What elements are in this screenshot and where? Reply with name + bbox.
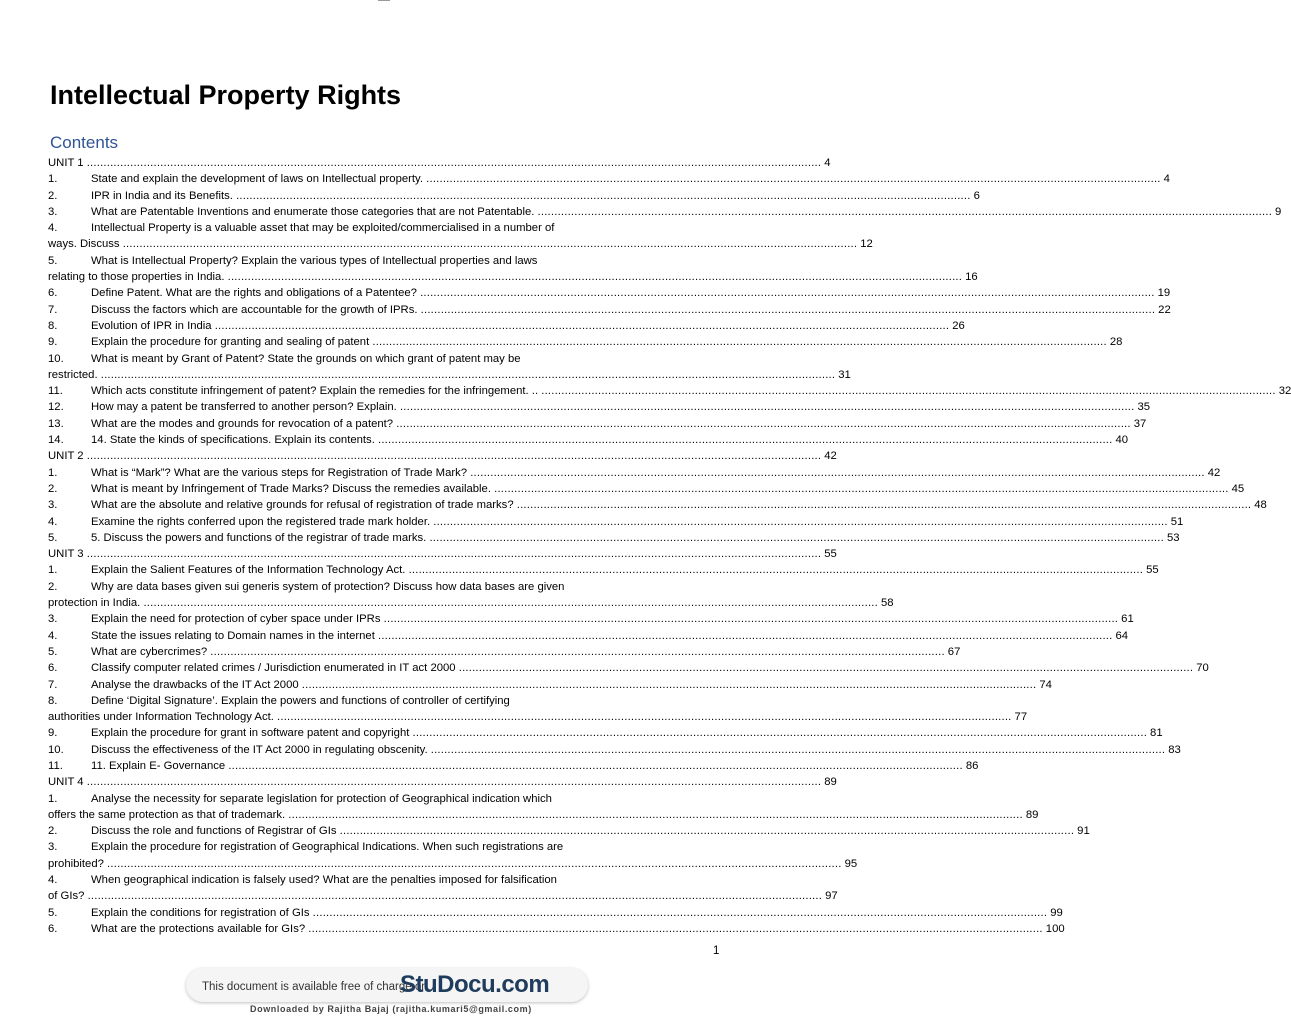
toc-text: relating to those properties in India. [48, 271, 228, 284]
toc-number: 11. [48, 759, 63, 772]
toc-text: When geographical indication is falsely used? What are the penalties imposed for falsification [91, 874, 557, 887]
toc-entry[interactable] [48, 562, 1159, 578]
toc-page-number: 53 [1166, 531, 1180, 544]
toc-page-number: 89 [824, 776, 837, 789]
leader-dots: ............................................................................................................................................................................................................................ [494, 482, 1229, 495]
toc-page-number: 28 [1109, 336, 1123, 349]
toc-number: 1. [48, 466, 58, 479]
toc-entry[interactable] [48, 514, 1184, 530]
toc-number: 1. [48, 564, 58, 577]
toc-text: UNIT 4 [48, 776, 87, 789]
toc-number: 13. [48, 417, 64, 430]
toc-text: 5. Discuss the powers and functions of the registrar of trade marks. [91, 531, 430, 544]
page-number: 1 [713, 945, 720, 957]
toc-text: UNIT 2 [48, 450, 87, 463]
toc-number: 8. [48, 319, 58, 332]
toc-number: 4. [48, 515, 58, 528]
toc-text: Explain the procedure for granting and sealing of patent [91, 336, 373, 349]
toc-text: Intellectual Property is a valuable asset that may be exploited/commercialised in a number of [91, 222, 555, 235]
toc-page-number: 55 [1146, 564, 1159, 577]
toc-number: 2. [48, 825, 58, 838]
toc-entry[interactable] [48, 872, 838, 905]
toc-text: What are the protections available for GIs? [91, 922, 309, 935]
toc-entry[interactable] [48, 497, 1267, 513]
toc-text: What is meant by Infringement of Trade Marks? Discuss the remedies available. [91, 482, 495, 495]
leader-dots: ............................................................................................................................................................................................................................ [312, 906, 1048, 919]
toc-page-number: 4 [824, 157, 831, 169]
toc-entry[interactable] [48, 579, 894, 612]
toc-text: 14. State the kinds of specifications. Explain its contents. [91, 434, 378, 447]
toc-number: 4. [48, 629, 58, 642]
toc-text: offers the same protection as that of trademark. [48, 808, 289, 821]
toc-page-number: 32 [1278, 385, 1291, 398]
leader-dots: ............................................................................................................................................................................................................................ [86, 450, 822, 463]
toc-number: 10. [48, 743, 64, 756]
toc-page-number: 4 [1163, 173, 1170, 186]
toc-page-number: 58 [880, 597, 894, 610]
toc-entry[interactable] [48, 302, 1171, 318]
toc-number: 3. [48, 499, 58, 512]
toc-text: Why are data bases given sui generis system of protection? Discuss how data bases are given [91, 580, 565, 593]
toc-page-number: 26 [952, 319, 965, 332]
banner-text: This document is available free of charge on [202, 981, 428, 993]
toc-text: What are the modes and grounds for revocation of a patent? [91, 417, 397, 430]
toc-page-number: 77 [1014, 711, 1028, 724]
toc-page-number: 86 [965, 759, 979, 772]
toc-entry[interactable] [48, 921, 1065, 937]
toc-text: UNIT 1 [48, 157, 87, 169]
toc-text: of GIs? [48, 890, 88, 903]
leader-dots: ............................................................................................................................................................................................................................ [339, 825, 1075, 838]
toc-text: How may a patent be transferred to another person? Explain. [91, 401, 400, 414]
toc-number: 14. [48, 434, 64, 447]
leader-dots: ............................................................................................................................................................................................................................ [433, 515, 1168, 528]
toc-entry[interactable] [48, 839, 858, 872]
toc-entry[interactable] [48, 204, 1282, 220]
leader-dots: ............................................................................................................................................................................................................................ [420, 303, 1156, 316]
toc-text: Which acts constitute infringement of patent? Explain the remedies for the infringement. .. [91, 385, 542, 398]
toc-page-number: 67 [947, 645, 961, 658]
leader-dots: ............................................................................................................................................................................................................................ [87, 890, 823, 903]
toc-page-number: 91 [1077, 825, 1090, 838]
toc-number: 8. [48, 694, 58, 707]
toc-text: Analyse the drawbacks of the IT Act 2000 [91, 678, 302, 691]
toc-page-number: 100 [1045, 922, 1065, 935]
download-notice: Downloaded by Rajitha Bajaj (rajitha.kumari5@gmail.com) [250, 1004, 532, 1014]
toc-entry[interactable] [48, 188, 980, 204]
top-edge-mark [378, 0, 390, 1]
leader-dots: ............................................................................................................................................................................................................................ [86, 157, 822, 169]
toc-text: Explain the conditions for registration of GIs [91, 906, 313, 919]
toc-text: Explain the need for protection of cyber space under IPRs [91, 613, 384, 626]
leader-dots: ............................................................................................................................................................................................................................ [227, 271, 963, 284]
contents-heading: Contents [50, 133, 119, 152]
toc-entry[interactable] [48, 383, 1291, 399]
toc-page-number: 51 [1170, 515, 1184, 528]
toc-text: Discuss the effectiveness of the IT Act 2000 in regulating obscenity. [91, 743, 431, 756]
leader-dots: ............................................................................................................................................................................................................................ [470, 466, 1205, 479]
toc-text: UNIT 3 [48, 548, 87, 561]
leader-dots: ............................................................................................................................................................................................................................ [86, 548, 822, 561]
toc-entry[interactable] [48, 628, 1129, 644]
toc-text: Examine the rights conferred upon the registered trade mark holder. [91, 515, 434, 528]
toc-page-number: 19 [1157, 287, 1171, 300]
toc-page-number: 70 [1196, 662, 1209, 675]
toc-number: 3. [48, 613, 58, 626]
toc-text: What are cybercrimes? [91, 645, 211, 658]
toc-number: 2. [48, 580, 58, 593]
leader-dots: ............................................................................................................................................................................................................................ [122, 238, 858, 251]
toc-number: 5. [48, 906, 58, 919]
toc-entry[interactable] [48, 351, 851, 384]
studocu-banner[interactable] [186, 968, 588, 1002]
toc-text: 11. Explain E- Governance [91, 759, 229, 772]
document-title: Intellectual Property Rights [50, 80, 402, 110]
leader-dots: ............................................................................................................................................................................................................................ [430, 743, 1166, 756]
leader-dots: ............................................................................................................................................................................................................................ [100, 368, 836, 381]
toc-page-number: 45 [1231, 482, 1245, 495]
leader-dots: ............................................................................................................................................................................................................................ [214, 319, 950, 332]
toc-text: Explain the Salient Features of the Information Technology Act. [91, 564, 409, 577]
toc-page-number: 83 [1168, 743, 1181, 756]
toc-number: 2. [48, 482, 58, 495]
toc-entry[interactable] [48, 220, 873, 253]
toc-text: Discuss the factors which are accountable for the growth of IPRs. [91, 303, 421, 316]
leader-dots: ............................................................................................................................................................................................................................ [537, 205, 1273, 218]
toc-entry[interactable] [48, 399, 1151, 415]
leader-dots: ............................................................................................................................................................................................................................ [372, 336, 1107, 349]
leader-dots: ............................................................................................................................................................................................................................ [228, 759, 963, 772]
toc-number: 5. [48, 531, 58, 544]
toc-page-number: 89 [1025, 808, 1039, 821]
leader-dots: ............................................................................................................................................................................................................................ [458, 662, 1194, 675]
toc-entry[interactable] [48, 660, 1209, 676]
toc-entry[interactable] [48, 758, 979, 774]
leader-dots: ............................................................................................................................................................................................................................ [308, 922, 1043, 935]
toc-entry[interactable] [48, 416, 1147, 432]
toc-page-number: 16 [965, 271, 978, 284]
toc-page-number: 6 [973, 189, 980, 202]
toc-number: 1. [48, 792, 58, 805]
toc-page-number: 97 [825, 890, 838, 903]
toc-text: What is “Mark”? What are the various steps for Registration of Trade Mark? [91, 466, 471, 479]
toc-number: 2. [48, 189, 58, 202]
toc-text: State and explain the development of laws on Intellectual property. [91, 173, 427, 186]
toc-entry[interactable] [48, 693, 1028, 726]
toc-entry[interactable] [48, 318, 965, 334]
toc-page-number: 22 [1158, 303, 1171, 316]
toc-text: Discuss the role and functions of Registrar of GIs [91, 825, 340, 838]
toc-number: 5. [48, 254, 58, 267]
toc-page-number: 64 [1115, 629, 1129, 642]
toc-number: 6. [48, 287, 58, 300]
toc-number: 4. [48, 222, 58, 235]
toc-page-number: 61 [1121, 613, 1134, 626]
toc-number: 6. [48, 922, 58, 935]
toc-page-number: 12 [860, 238, 873, 251]
toc-number: 6. [48, 662, 58, 675]
toc-page-number: 48 [1254, 499, 1267, 512]
toc-text: What is meant by Grant of Patent? State the grounds on which grant of patent may be [91, 352, 521, 365]
toc-number: 12. [48, 401, 64, 414]
leader-dots: ............................................................................................................................................................................................................................ [429, 531, 1164, 544]
toc-page-number: 55 [824, 548, 837, 561]
leader-dots: ............................................................................................................................................................................................................................ [107, 857, 842, 870]
leader-dots: ............................................................................................................................................................................................................................ [426, 173, 1161, 186]
toc-number: 11. [48, 385, 63, 398]
toc-number: 5. [48, 645, 58, 658]
toc-text: Analyse the necessity for separate legislation for protection of Geographical indication which [91, 792, 552, 805]
toc-page-number: 42 [1207, 466, 1221, 479]
toc-text: Explain the procedure for grant in software patent and copyright [91, 727, 413, 740]
studocu-logo[interactable]: StuDocu.com [400, 971, 550, 998]
toc-text: What are Patentable Inventions and enumerate those categories that are not Patentable. [91, 205, 538, 218]
toc-page-number: 40 [1115, 434, 1129, 447]
toc-number: 7. [48, 303, 58, 316]
toc-number: 7. [48, 678, 58, 691]
leader-dots: ............................................................................................................................................................................................................................ [288, 808, 1023, 821]
toc-number: 9. [48, 336, 58, 349]
leader-dots: ............................................................................................................................................................................................................................ [236, 189, 971, 202]
toc-page-number: 81 [1150, 727, 1163, 740]
toc-text: Evolution of IPR in India [91, 319, 215, 332]
toc-entry[interactable] [48, 334, 1123, 350]
leader-dots: ............................................................................................................................................................................................................................ [210, 645, 945, 658]
leader-dots: ............................................................................................................................................................................................................................ [399, 401, 1135, 414]
leader-dots: ............................................................................................................................................................................................................................ [420, 287, 1155, 300]
toc-unit-heading[interactable] [48, 774, 837, 790]
toc-page-number: 99 [1050, 906, 1063, 919]
toc-entry[interactable] [48, 481, 1245, 497]
leader-dots: ............................................................................................................................................................................................................................ [541, 385, 1276, 398]
leader-dots: ............................................................................................................................................................................................................................ [86, 776, 822, 789]
toc-number: 3. [48, 841, 58, 854]
toc-entry[interactable] [48, 285, 1171, 301]
toc-page-number: 95 [844, 857, 858, 870]
toc-text: ways. Discuss [48, 238, 123, 251]
toc-entry[interactable] [48, 253, 978, 286]
toc-entry[interactable] [48, 611, 1134, 627]
table-of-contents [48, 155, 1291, 937]
toc-entry[interactable] [48, 905, 1063, 921]
toc-entry[interactable] [48, 644, 961, 660]
leader-dots: ............................................................................................................................................................................................................................ [516, 499, 1252, 512]
toc-page-number: 35 [1137, 401, 1151, 414]
toc-page-number: 31 [838, 368, 851, 381]
toc-text: What are the absolute and relative grounds for refusal of registration of trade marks? [91, 499, 517, 512]
leader-dots: ............................................................................................................................................................................................................................ [377, 434, 1113, 447]
leader-dots: ............................................................................................................................................................................................................................ [301, 678, 1037, 691]
toc-page-number: 37 [1133, 417, 1147, 430]
leader-dots: ............................................................................................................................................................................................................................ [412, 727, 1148, 740]
toc-entry[interactable] [48, 677, 1052, 693]
toc-unit-heading[interactable] [48, 155, 831, 171]
toc-entry[interactable] [48, 823, 1090, 839]
toc-text: Define Patent. What are the rights and obligations of a Patentee? [91, 287, 421, 300]
toc-number: 4. [48, 874, 58, 887]
toc-text: Explain the procedure for registration of Geographical Indications. When such registrations are [91, 841, 564, 854]
toc-text: protection in India. [48, 597, 144, 610]
toc-number: 1. [48, 173, 58, 186]
toc-text: IPR in India and its Benefits. [91, 189, 237, 202]
toc-text: restricted. [48, 368, 101, 381]
toc-text: What is Intellectual Property? Explain the various types of Intellectual properties and laws [91, 254, 538, 267]
toc-entry[interactable] [48, 465, 1221, 481]
toc-entry[interactable] [48, 791, 1039, 824]
leader-dots: ............................................................................................................................................................................................................................ [377, 629, 1113, 642]
leader-dots: ............................................................................................................................................................................................................................ [383, 613, 1119, 626]
toc-number: 10. [48, 352, 64, 365]
toc-entry[interactable] [48, 725, 1163, 741]
toc-text: Define ‘Digital Signature’. Explain the powers and functions of controller of certifying [91, 694, 510, 707]
toc-text: authorities under Information Technology Act. [48, 711, 278, 724]
leader-dots: ............................................................................................................................................................................................................................ [408, 564, 1144, 577]
toc-entry[interactable] [48, 530, 1180, 546]
toc-entry[interactable] [48, 742, 1181, 758]
toc-unit-heading[interactable] [48, 546, 837, 562]
toc-page-number: 74 [1039, 678, 1052, 691]
toc-entry[interactable] [48, 432, 1129, 448]
toc-page-number: 9 [1275, 205, 1282, 218]
leader-dots: ............................................................................................................................................................................................................................ [277, 711, 1012, 724]
toc-text: Classify computer related crimes / Jurisdiction enumerated in IT act 2000 [91, 662, 459, 675]
toc-number: 9. [48, 727, 58, 740]
toc-unit-heading[interactable] [48, 448, 837, 464]
toc-text: prohibited? [48, 857, 108, 870]
toc-number: 3. [48, 205, 58, 218]
toc-text: State the issues relating to Domain names in the internet [91, 629, 378, 642]
leader-dots: ............................................................................................................................................................................................................................ [396, 417, 1131, 430]
leader-dots: ............................................................................................................................................................................................................................ [143, 597, 878, 610]
toc-entry[interactable] [48, 171, 1170, 187]
toc-page-number: 42 [824, 450, 837, 463]
